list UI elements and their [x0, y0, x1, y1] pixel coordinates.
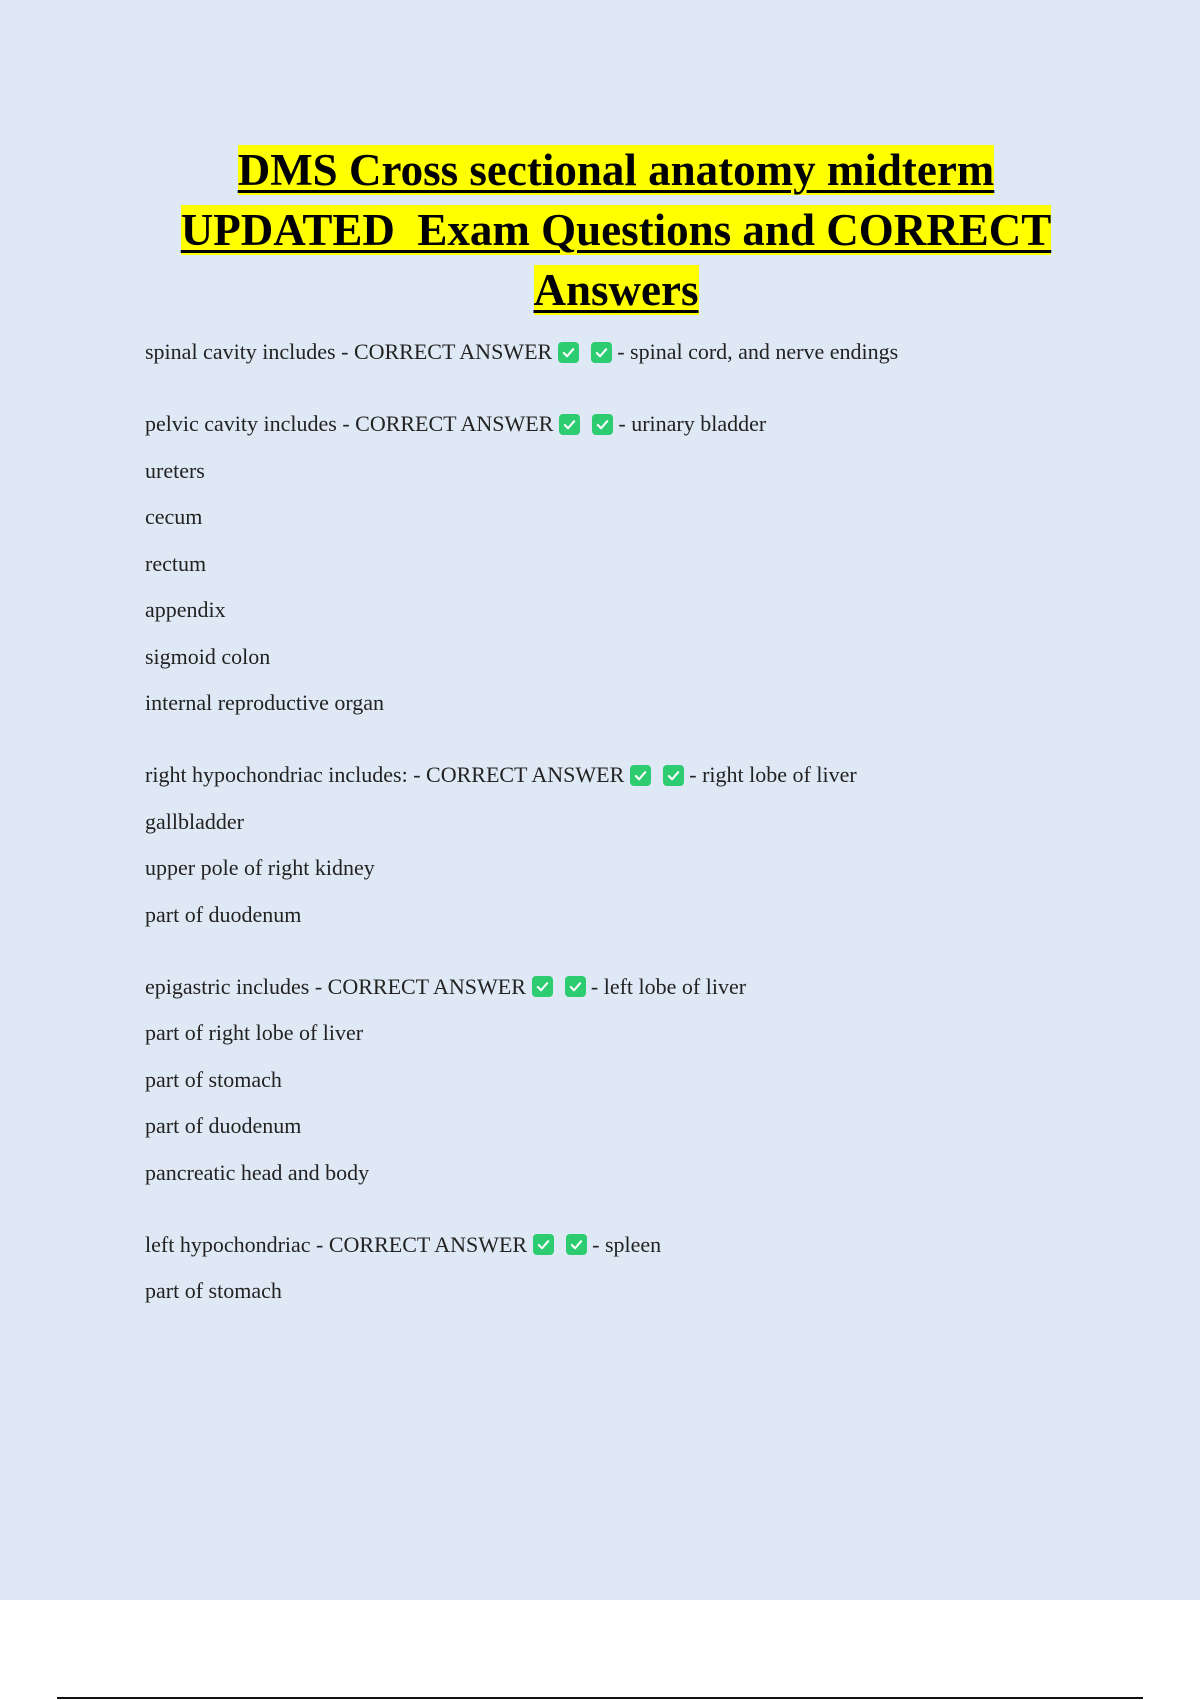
answer-item: gallbladder	[145, 808, 244, 834]
title-line-1: DMS Cross sectional anatomy midterm	[237, 145, 995, 195]
document-title	[120, 140, 1112, 320]
green-check-icon	[532, 976, 553, 997]
answer-text: - spinal cord, and nerve endings	[617, 339, 899, 364]
answer-item: part of duodenum	[145, 901, 302, 927]
green-check-icon	[591, 342, 612, 363]
green-check-icon	[663, 765, 684, 786]
answer-item: sigmoid colon	[145, 643, 271, 669]
footer-divider	[57, 1697, 1143, 1699]
question-text: pelvic cavity includes - CORRECT ANSWER	[145, 411, 554, 436]
answer-item: part of right lobe of liver	[145, 1020, 364, 1045]
answer-item: part of stomach	[145, 1278, 282, 1303]
answer-text: - left lobe of liver	[590, 973, 747, 999]
answer-item: rectum	[145, 550, 207, 576]
answer-text: - right lobe of liver	[689, 762, 857, 787]
question-line	[145, 340, 1145, 364]
qa-list	[145, 340, 1145, 1351]
answer-item: cecum	[145, 504, 203, 529]
question-text: left hypochondriac - CORRECT ANSWER	[145, 1231, 528, 1257]
qa-block	[145, 412, 1145, 715]
qa-block	[145, 763, 1145, 927]
question-line	[145, 975, 1145, 999]
green-check-icon	[566, 1234, 587, 1255]
answer-item: part of duodenum	[145, 1113, 302, 1138]
green-check-icon	[533, 1234, 554, 1255]
question-line	[145, 763, 1145, 787]
answer-item: appendix	[145, 597, 226, 622]
green-check-icon	[592, 414, 613, 435]
green-check-icon	[630, 765, 651, 786]
green-check-icon	[565, 976, 586, 997]
question-text: right hypochondriac includes: - CORRECT ANSWER	[145, 762, 625, 787]
answer-item: ureters	[145, 457, 205, 483]
title-line-2: UPDATED Exam Questions and CORRECT	[180, 205, 1052, 255]
question-line	[145, 1233, 1145, 1257]
answer-item: part of stomach	[145, 1066, 282, 1092]
question-line	[145, 412, 1145, 436]
answer-text: - urinary bladder	[618, 411, 767, 436]
qa-block	[145, 1233, 1145, 1304]
answer-item: pancreatic head and body	[145, 1159, 370, 1185]
green-check-icon	[558, 342, 579, 363]
question-text: epigastric includes - CORRECT ANSWER	[145, 973, 526, 999]
title-line-3: Answers	[533, 265, 699, 315]
question-text: spinal cavity includes - CORRECT ANSWER	[145, 339, 553, 364]
qa-block	[145, 975, 1145, 1185]
answer-item: internal reproductive organ	[145, 690, 385, 715]
qa-block	[145, 340, 1145, 364]
answer-text: - spleen	[592, 1231, 662, 1257]
answer-item: upper pole of right kidney	[145, 855, 375, 880]
green-check-icon	[559, 414, 580, 435]
